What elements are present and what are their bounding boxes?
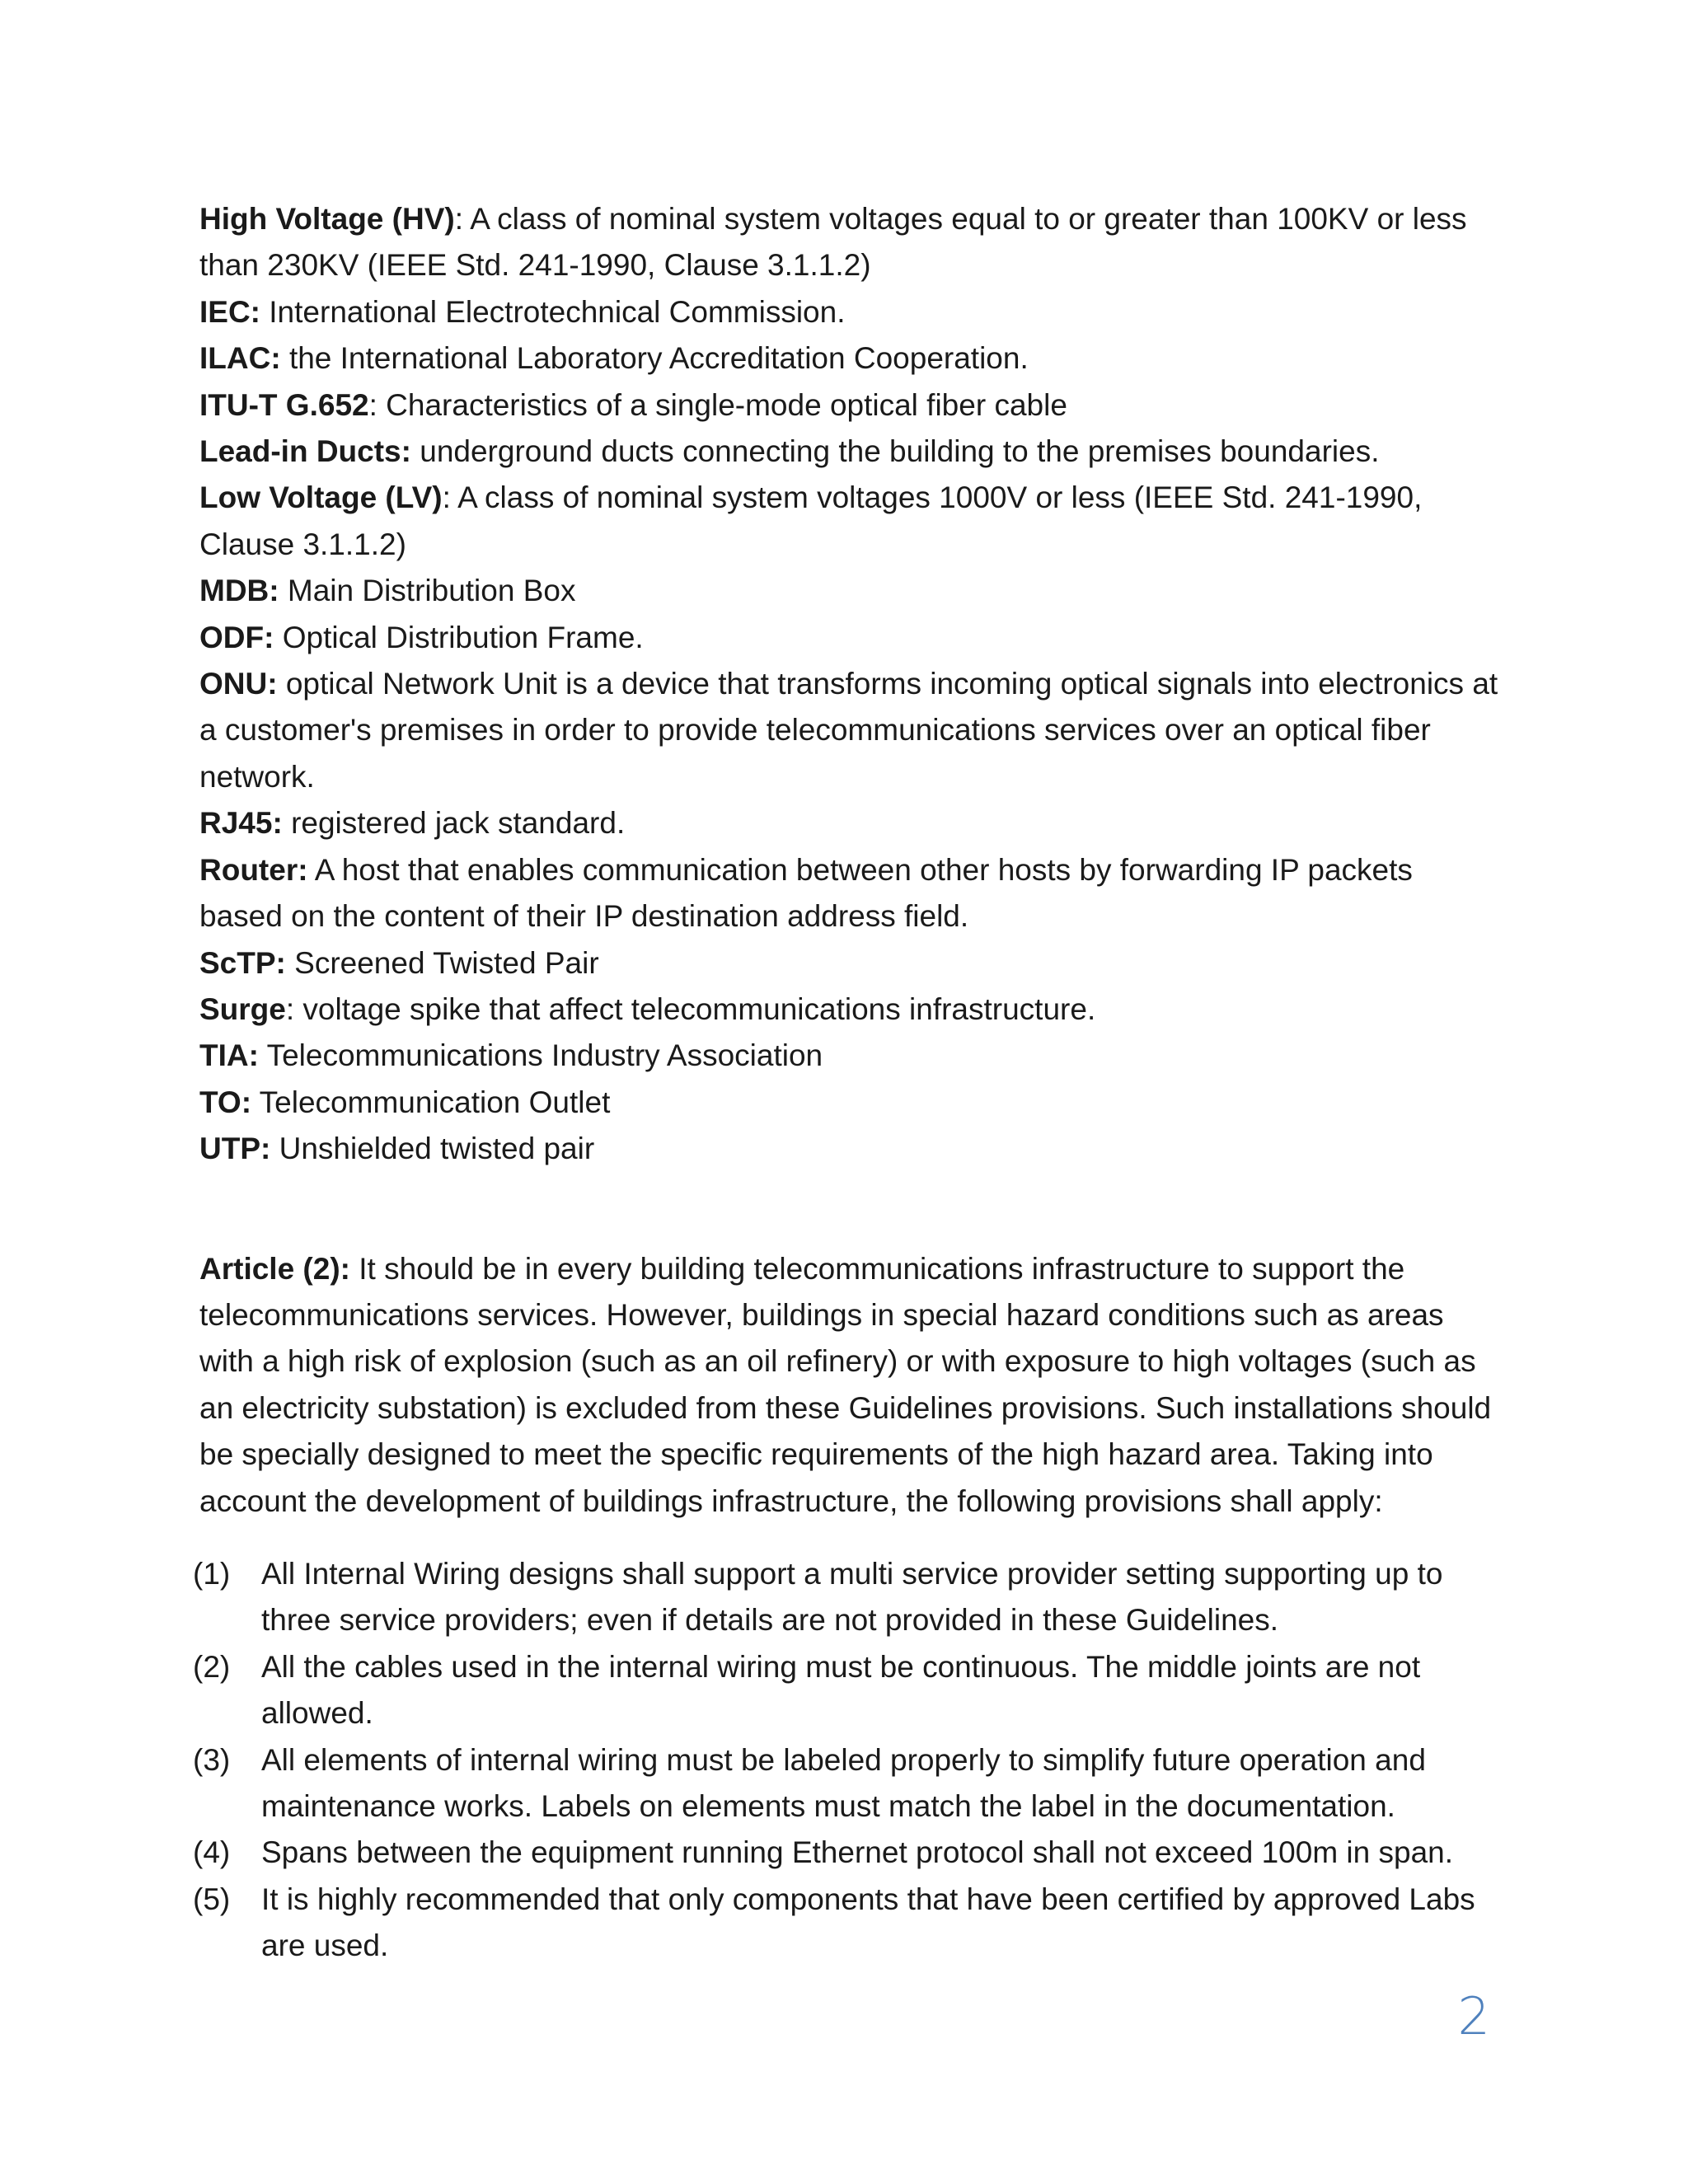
definition-utp — [199, 1126, 1502, 1172]
article-heading: Article (2): — [199, 1251, 350, 1286]
list-item — [193, 1737, 1502, 1830]
definition-text: voltage spike that affect telecommunications infrastructure. — [302, 991, 1096, 1026]
definition-separator: : — [442, 480, 458, 515]
list-item-text: All elements of internal wiring must be labeled properly to simplify future operation and maintenance works. Labels on elements must match the label in the documentation. — [261, 1742, 1426, 1823]
definition-to — [199, 1080, 1502, 1126]
definition-text: the International Laboratory Accreditation Cooperation. — [288, 341, 1029, 376]
definition-separator — [251, 1085, 260, 1119]
definition-high-voltage — [199, 196, 1502, 289]
definition-iec — [199, 289, 1502, 335]
definition-separator — [283, 806, 291, 840]
definition-separator — [270, 1132, 279, 1165]
list-item — [193, 1644, 1502, 1737]
definition-odf — [199, 615, 1502, 661]
definition-text: Main Distribution Box — [287, 574, 576, 608]
definition-text: Characteristics of a single-mode optical fiber cable — [386, 387, 1067, 422]
definition-term: Lead-in Ducts: — [199, 434, 411, 469]
definition-mdb — [199, 568, 1502, 614]
definition-term: RJ45: — [199, 806, 283, 841]
page-content — [193, 196, 1502, 1970]
definition-text: Telecommunication Outlet — [259, 1085, 611, 1119]
definition-term: ODF: — [199, 620, 274, 654]
list-item-text: All Internal Wiring designs shall support a multi service provider setting supporting up to three service providers; even if details are not provided in these Guidelines. — [261, 1556, 1443, 1638]
definition-text: underground ducts connecting the building to the premises boundaries. — [420, 434, 1380, 469]
definition-separator: : — [285, 991, 303, 1026]
definition-term: ITU-T G.652 — [199, 387, 369, 422]
page-number: 2 — [1457, 1986, 1490, 2046]
definition-text: registered jack standard. — [291, 806, 626, 841]
list-item-number: (3) — [193, 1742, 231, 1777]
definition-text: Unshielded twisted pair — [279, 1132, 595, 1166]
definition-separator — [279, 574, 288, 607]
definition-onu — [199, 661, 1502, 800]
definition-low-voltage — [199, 475, 1502, 568]
definitions-list — [199, 196, 1502, 1173]
definition-separator: : — [454, 202, 471, 236]
definition-rj45 — [199, 800, 1502, 846]
provisions-list — [193, 1551, 1502, 1970]
definition-term: Router: — [199, 852, 308, 887]
definition-text: A host that enables communication between other hosts by forwarding IP packets based on the content of their IP destination address field. — [199, 852, 1413, 934]
definition-term: TIA: — [199, 1038, 259, 1073]
definition-text: Optical Distribution Frame. — [282, 620, 644, 654]
definition-term: Surge — [199, 991, 286, 1026]
list-item-number: (5) — [193, 1882, 231, 1916]
definition-text: Screened Twisted Pair — [294, 945, 599, 980]
definition-separator — [281, 341, 289, 375]
definition-term: MDB: — [199, 574, 279, 608]
definition-term: IEC: — [199, 294, 260, 329]
list-item-number: (1) — [193, 1556, 231, 1591]
definition-text: A class of nominal system voltages 1000V or less (IEEE Std. 241-1990, Clause 3.1.1.2) — [199, 480, 1423, 561]
definition-ilac — [199, 335, 1502, 382]
definition-separator — [259, 1038, 267, 1072]
definition-text: A class of nominal system voltages equal to or greater than 100KV or less than 230KV (IEEE Std. 241-1990, Clause 3.1.1.2) — [199, 202, 1467, 283]
definition-separator — [286, 946, 294, 980]
definition-separator — [411, 434, 420, 468]
list-item-text: All the cables used in the internal wiring must be continuous. The middle joints are not allowed. — [261, 1649, 1421, 1731]
list-item — [193, 1830, 1502, 1876]
definition-term: Low Voltage (LV) — [199, 480, 443, 515]
definition-separator — [278, 667, 286, 701]
definition-separator — [308, 853, 315, 887]
list-item-text: Spans between the equipment running Ethernet protocol shall not exceed 100m in span. — [261, 1835, 1454, 1870]
definition-tia — [199, 1033, 1502, 1079]
definition-term: High Voltage (HV) — [199, 202, 455, 236]
definition-itu-t-g652 — [199, 382, 1502, 429]
definition-separator — [260, 295, 269, 329]
list-item — [193, 1551, 1502, 1644]
definition-router — [199, 847, 1502, 940]
definition-text: International Electrotechnical Commission. — [269, 294, 846, 329]
definition-separator — [274, 621, 282, 654]
definition-text: optical Network Unit is a device that transforms incoming optical signals into electronics at a customer's premises in order to provide telecommunications services over an optical fiber network. — [199, 667, 1498, 794]
list-item-number: (2) — [193, 1649, 231, 1684]
list-item-number: (4) — [193, 1835, 231, 1870]
definition-separator: : — [368, 387, 387, 422]
definition-term: ILAC: — [199, 341, 281, 376]
definition-term: UTP: — [199, 1132, 271, 1166]
article-body: It should be in every building telecommunications infrastructure to support the telecommunications services. However, buildings in special hazard conditions such as areas with a high risk of explosion (such as an oil refinery) or with exposure to high voltages (such as an electricity substation) is excluded from these Guidelines provisions. Such installations should be specially designed to meet the specific requirements of the high hazard area. Taking into account the development of buildings infrastructure, the following provisions shall apply: — [199, 1251, 1492, 1518]
list-item-text: It is highly recommended that only components that have been certified by approved Labs are used. — [261, 1882, 1475, 1963]
definition-term: ScTP: — [199, 945, 286, 980]
definition-lead-in-ducts — [199, 429, 1502, 475]
definition-surge — [199, 987, 1502, 1033]
definition-sctp — [199, 940, 1502, 987]
definition-term: ONU: — [199, 667, 278, 701]
definition-term: TO: — [199, 1085, 252, 1119]
list-item — [193, 1877, 1502, 1970]
article-2-paragraph — [199, 1246, 1502, 1525]
definition-text: Telecommunications Industry Association — [266, 1038, 823, 1073]
